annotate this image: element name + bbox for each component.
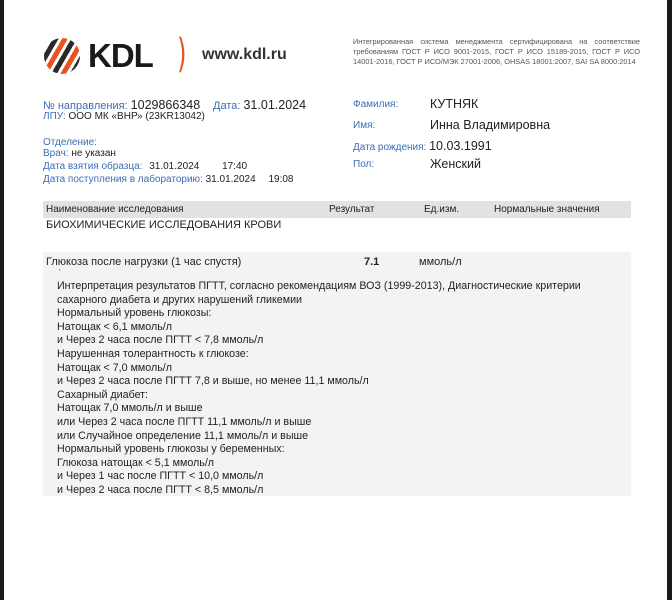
birth-value: 10.03.1991 [429, 139, 492, 153]
note-line: и Через 2 часа после ПГТТ < 7,8 ммоль/л [57, 334, 264, 347]
lpu-label: ЛПУ: [43, 111, 66, 122]
lpu-row [43, 110, 205, 124]
sample-date-row [43, 160, 247, 174]
note-line: Натощак < 7,0 ммоль/л [57, 361, 172, 374]
referral-date-row [213, 98, 306, 113]
document-page [4, 0, 667, 600]
lab-time: 19:08 [268, 174, 294, 185]
surname-value: КУТНЯК [430, 97, 479, 111]
note-line: Сахарный диабет: [57, 388, 149, 401]
lab-date-label: Дата поступления в лабораторию: [43, 174, 203, 185]
note-line: и Через 2 часа после ПГТТ < 8,5 ммоль/л [57, 483, 264, 496]
col-result: Результат [329, 204, 375, 215]
logo-text: KDL [88, 37, 153, 74]
birth-row [353, 139, 492, 155]
note-line: или Случайное определение 11,1 ммоль/л и выше [57, 429, 309, 442]
note-line: Интерпретация результатов ПГТТ, согласно рекомендациям ВОЗ (1999-2013), Диагностические критерии сахарного диабета и других нарушений гликемии [57, 280, 581, 306]
referral-date: 31.01.2024 [243, 98, 307, 112]
birth-label: Дата рождения: [353, 142, 427, 153]
name-label [353, 119, 375, 133]
interpretation-notes [57, 280, 617, 498]
surname-label [353, 98, 398, 112]
sample-date-label: Дата взятия образца: [43, 161, 143, 172]
lpu-value: ООО МК «ВНР» (23KR13042) [68, 111, 205, 122]
logo-bracket-icon: ) [177, 31, 187, 77]
note-line: Натощак < 6,1 ммоль/л [57, 320, 172, 333]
surname-label-text: Фамилия: [353, 99, 399, 110]
sample-time: 17:40 [222, 161, 248, 172]
doctor-label: Врач: [43, 148, 69, 159]
name-label-text: Имя: [353, 120, 376, 131]
test-unit: ммоль/л [419, 256, 462, 268]
lab-date: 31.01.2024 [205, 174, 256, 185]
col-unit: Ед.изм. [424, 204, 460, 215]
sex-value: Женский [430, 157, 481, 171]
note-line: Нормальный уровень глюкозы: [57, 307, 212, 320]
doctor-value: не указан [71, 148, 116, 159]
results-table-header [43, 201, 631, 218]
note-line: Глюкоза натощак < 5,1 ммоль/л [57, 456, 215, 469]
note-line: Нарушенная толерантность к глюкозе: [57, 347, 249, 360]
result-row-block [43, 252, 631, 496]
referral-number: 1029866348 [130, 98, 201, 112]
tick-mark: ' [59, 268, 61, 277]
note-line: и Через 1 час после ПГТТ < 10,0 ммоль/л [57, 470, 264, 483]
department-label: Отделение: [43, 137, 97, 148]
section-title: БИОХИМИЧЕСКИЕ ИССЛЕДОВАНИЯ КРОВИ [46, 219, 282, 231]
name-value: Инна Владимировна [430, 118, 551, 132]
sex-label [353, 158, 374, 172]
sex-label-text: Пол: [353, 159, 375, 170]
sample-date: 31.01.2024 [149, 161, 200, 172]
col-normal-values: Нормальные значения [494, 204, 600, 215]
note-line: и Через 2 часа после ПГТТ 7,8 и выше, но менее 11,1 ммоль/л [57, 375, 369, 388]
website-url[interactable]: www.kdl.ru [202, 46, 287, 63]
right-edge-border [668, 0, 672, 600]
certification-text: Интегрированная система менеджмента сертифицирована на соответствие требованиям ГОСТ Р ИСО 9001-2015, ГОСТ Р ИСО 15189-2015, ГОСТ Р ИСО 14001-2016, ГОСТ Р ИСО/МЭК 27001-2006, OHSAS 18001:2007, SAI SA 8000:2014 [353, 37, 640, 66]
note-line: Натощак 7,0 ммоль/л и выше [57, 402, 203, 415]
referral-number-label: № направления: [43, 100, 128, 112]
kdl-logo-mark-icon [44, 38, 80, 74]
note-line: или Через 2 часа после ПГТТ 11,1 ммоль/л и выше [57, 415, 312, 428]
note-line: Нормальный уровень глюкозы у беременных: [57, 443, 285, 456]
test-name: Глюкоза после нагрузки (1 час спустя) [46, 256, 242, 268]
col-test-name: Наименование исследования [46, 204, 184, 215]
lab-date-row [43, 173, 294, 187]
referral-date-label: Дата: [213, 100, 241, 112]
test-result: 7.1 [364, 256, 380, 268]
doctor-row [43, 147, 116, 161]
